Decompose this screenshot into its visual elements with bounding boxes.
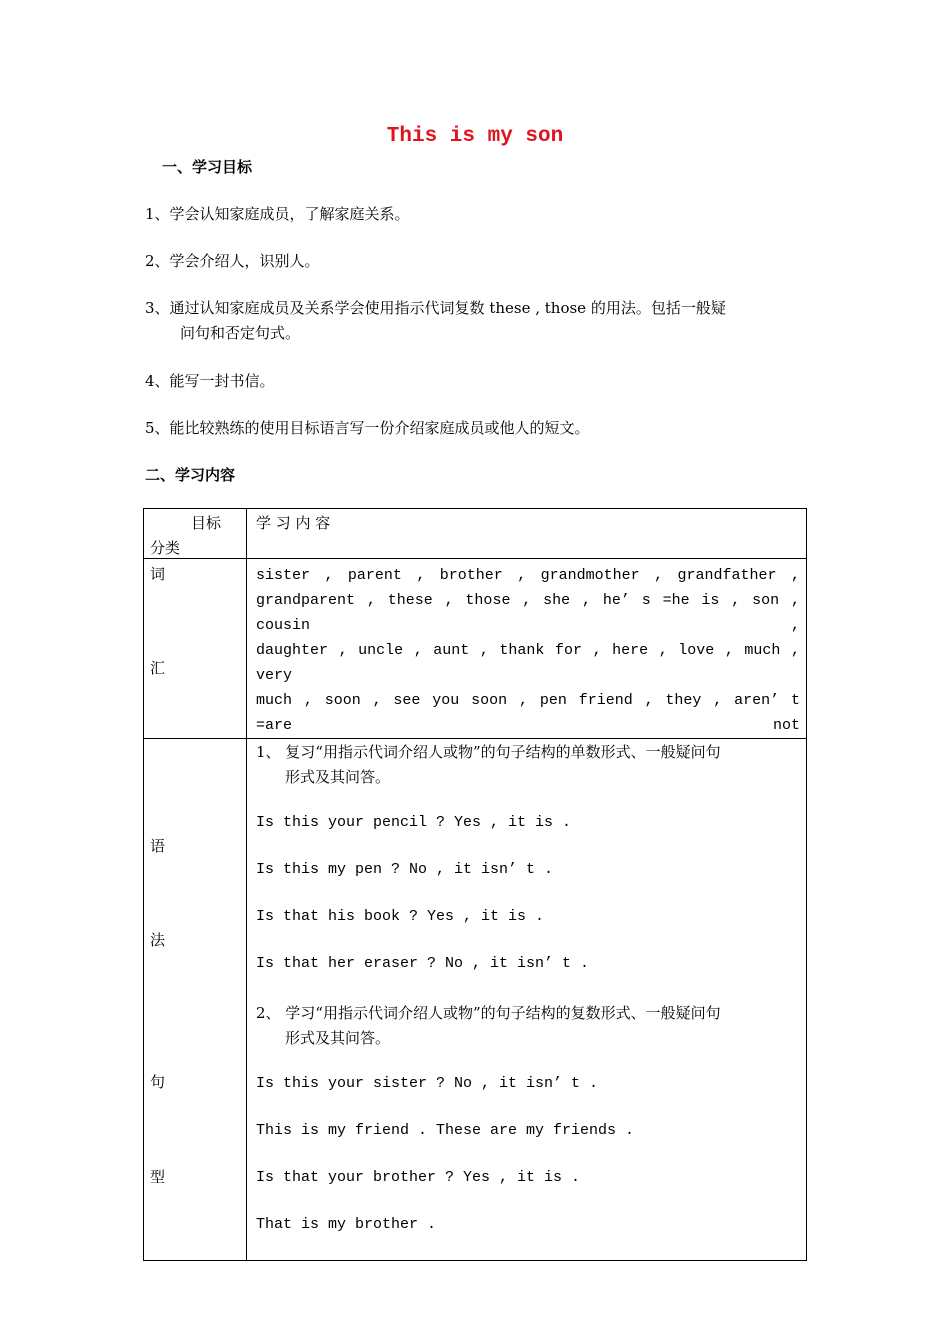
example-sentence: Is this your pencil ? Yes , it is . bbox=[256, 814, 572, 831]
header-content-cell bbox=[247, 509, 807, 559]
vocab-category-cell bbox=[144, 559, 247, 739]
grammar-content-cell bbox=[247, 739, 807, 1261]
grammar-heading: 2、 学习“用指示代词介绍人或物”的句子结构的复数形式、一般疑问句 bbox=[256, 1004, 721, 1022]
table-header-row bbox=[144, 509, 807, 559]
header-content-label: 学 习 内 容 bbox=[256, 514, 331, 532]
example-sentence: Is that your brother ? Yes , it is . bbox=[256, 1169, 581, 1186]
example-sentence: This is my friend . These are my friends . bbox=[256, 1122, 635, 1139]
goal-item-continuation: 问句和否定句式。 bbox=[180, 324, 301, 342]
vocab-content-cell bbox=[247, 559, 807, 739]
content-table bbox=[143, 508, 807, 1261]
section-heading-content: 二、学习内容 bbox=[145, 466, 236, 484]
vocab-line: sister , parent , brother , grandmother , grandfather , bbox=[256, 567, 800, 584]
goal-item: 1、学会认知家庭成员，了解家庭关系。 bbox=[145, 205, 410, 223]
grammar-heading-continuation: 形式及其问答。 bbox=[285, 1029, 391, 1047]
vocab-row bbox=[144, 559, 807, 739]
example-sentence: Is this my pen ? No , it isn’ t . bbox=[256, 861, 554, 878]
example-sentence: Is that his book ? Yes , it is . bbox=[256, 908, 545, 925]
example-sentence: That is my brother . bbox=[256, 1216, 437, 1233]
grammar-category-char: 句 bbox=[150, 1073, 166, 1091]
goal-item: 4、能写一封书信。 bbox=[145, 372, 275, 390]
grammar-category-char: 型 bbox=[150, 1168, 166, 1186]
grammar-category-char: 法 bbox=[150, 931, 166, 949]
vocab-category-char: 汇 bbox=[150, 659, 166, 677]
grammar-category-cell bbox=[144, 739, 247, 1261]
vocab-list bbox=[247, 559, 806, 738]
header-category-line1: 目标 bbox=[191, 514, 222, 532]
vocab-line: grandparent , these , those , she , he’ s =he is , son , cousin , bbox=[256, 592, 800, 634]
grammar-row bbox=[144, 739, 807, 1261]
vocab-category-char: 词 bbox=[150, 565, 166, 583]
page-title: This is my son bbox=[386, 125, 564, 148]
grammar-heading: 1、 复习“用指示代词介绍人或物”的句子结构的单数形式、一般疑问句 bbox=[256, 743, 721, 761]
goal-item: 2、学会介绍人，识别人。 bbox=[145, 252, 320, 270]
section-heading-goals: 一、学习目标 bbox=[162, 158, 253, 176]
vocab-line: much , soon , see you soon , pen friend , they , aren’ t =are not bbox=[256, 692, 800, 734]
vocab-line: daughter , uncle , aunt , thank for , here , love , much , very bbox=[256, 642, 800, 684]
goal-item: 5、能比较熟练的使用目标语言写一份介绍家庭成员或他人的短文。 bbox=[145, 419, 590, 437]
grammar-category-char: 语 bbox=[150, 837, 166, 855]
header-category-cell bbox=[144, 509, 247, 559]
example-sentence: Is this your sister ? No , it isn’ t . bbox=[256, 1075, 599, 1092]
grammar-heading-continuation: 形式及其问答。 bbox=[285, 768, 391, 786]
header-category-line2: 分类 bbox=[150, 539, 181, 557]
goal-item: 3、通过认知家庭成员及关系学会使用指示代词复数 these , those 的用法。包括一般疑 bbox=[145, 299, 726, 317]
example-sentence: Is that her eraser ? No , it isn’ t . bbox=[256, 955, 590, 972]
